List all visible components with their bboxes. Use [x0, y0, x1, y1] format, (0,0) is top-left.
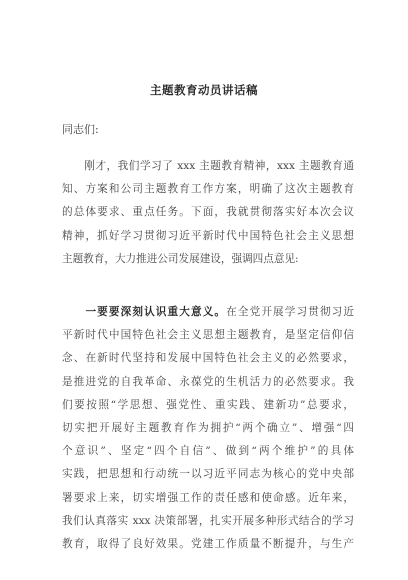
paragraph-first-line: [62, 301, 354, 324]
salutation: 同志们:: [62, 123, 99, 136]
paragraph-line: 是推进党的自我革命、永葆党的生机活力的必然要求。我: [62, 375, 354, 388]
paragraph-line: 刚才，我们学习了 xxx 主题教育精神，xxx 主题教育通: [62, 160, 354, 172]
paragraph-line-rest: 在全党开展学习贯彻习近: [226, 306, 355, 318]
paragraph-line: 我们认真落实 xxx 决策部署，扎实开展多种形式结合的学习: [62, 514, 354, 527]
paragraph-line: 切实把开展好主题教育作为拥护“两个确立”、增强“四: [62, 421, 354, 434]
paragraph-2: [62, 301, 354, 556]
paragraph-line: 主题教育，大力推进公司发展建设，强调四点意见:: [62, 252, 299, 265]
paragraph-line: 教育，取得了良好效果。党建工作质量不断提升，与生产: [62, 537, 354, 550]
paragraph-line: 平新时代中国特色社会主义思想主题教育，是坚定信仰信: [62, 329, 354, 342]
paragraph-line: 实践，把思想和行动统一以习近平同志为核心的党中央部: [62, 468, 354, 481]
paragraph-line: 精神，抓好学习贯彻习近平新时代中国特色社会主义思想: [62, 229, 354, 242]
paragraph-line: 们要按照“学思想、强党性、重实践、建新功”总要求，: [62, 398, 354, 411]
paragraph-line: 个意识”、坚定“四个自信”、做到“两个维护”的具体: [62, 445, 354, 458]
paragraph-line: 知、方案和公司主题教育工作方案，明确了这次主题教育: [62, 183, 354, 196]
paragraph-1: [62, 155, 354, 271]
document-title: 主题教育动员讲话稿: [150, 83, 258, 97]
paragraph-line: 署要求上来，切实增强工作的责任感和使命感。近年来，: [62, 491, 354, 504]
paragraph-line: 念、在新时代坚持和发展中国特色社会主义的必然要求，: [62, 352, 354, 365]
section-heading: 一要要深刻认识重大意义。: [62, 306, 227, 318]
paragraph-line: 的总体要求、重点任务。下面，我就贯彻落实好本次会议: [62, 206, 354, 219]
